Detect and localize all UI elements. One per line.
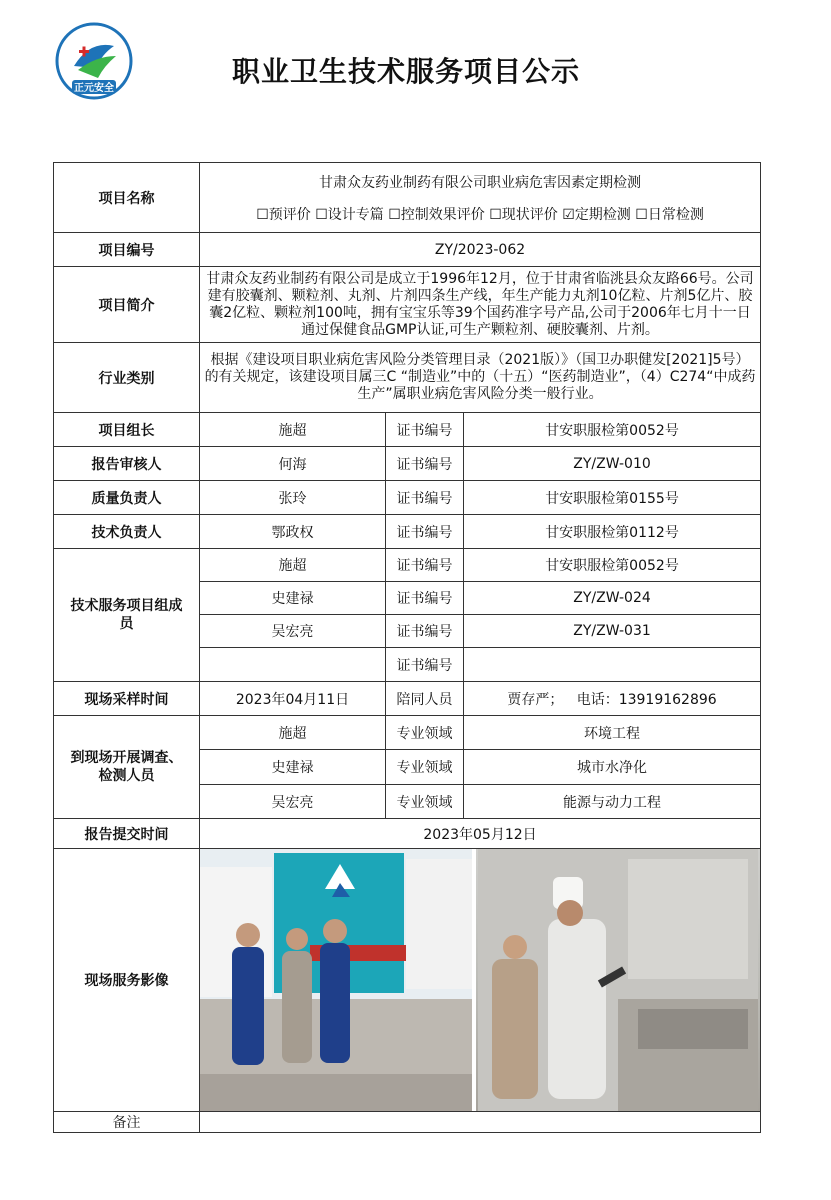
field-label: 专业领域: [386, 716, 464, 750]
cert-label: 证书编号: [386, 515, 464, 549]
industry-label: 行业类别: [54, 343, 200, 413]
cert-label: 证书编号: [386, 615, 464, 648]
checkbox-empty-icon: ☐: [388, 206, 401, 223]
tech-lead-cert: 甘安职服检第0112号: [464, 515, 761, 549]
project-name-value: 甘肃众友药业制药有限公司职业病危害因素定期检测: [319, 174, 642, 191]
company-logo: [52, 22, 136, 100]
site-photo-inspection: [476, 849, 760, 1111]
field-staff-name: 施超: [200, 716, 386, 750]
project-name-label: 项目名称: [54, 163, 200, 233]
reviewer-cert: ZY/ZW-010: [464, 447, 761, 481]
cert-label: 证书编号: [386, 481, 464, 515]
team-label: 技术服务项目组成员: [54, 549, 200, 682]
intro-value: 甘肃众友药业制药有限公司是成立于1996年12月，位于甘肃省临洮县众友路66号。公司建有胶囊剂、颗粒剂、丸剂、片剂四条生产线，年生产能力丸剂10亿粒、片剂5亿片、胶囊2亿粒、颗粒剂100吨，拥有宝宝乐等39个国药准字号产品,公司于2006年七月十一日通过保健食品GMP认证,可生产颗粒剂、硬胶囊剂、片剂。: [200, 267, 761, 343]
field-staff-field: 能源与动力工程: [464, 785, 761, 819]
eval-option-0: ☐预评价: [256, 206, 311, 223]
field-label: 专业领域: [386, 785, 464, 819]
team-member-name: 史建禄: [200, 582, 386, 615]
note-label: 备注: [54, 1112, 200, 1133]
quality-cert: 甘安职服检第0155号: [464, 481, 761, 515]
team-member-name: 施超: [200, 549, 386, 582]
cert-label: 证书编号: [386, 582, 464, 615]
eval-option-3: ☐现状评价: [489, 206, 558, 223]
eval-option-1: ☐设计专篇: [315, 206, 384, 223]
industry-value: 根据《建设项目职业病危害风险分类管理目录（2021版）》（国卫办职健发[2021]5号）的有关规定，该建设项目属三C “制造业”中的（十五）“医药制造业”，（4）C274“中成药生产”属职业病危害风险分类一般行业。: [200, 343, 761, 413]
checkbox-empty-icon: ☐: [489, 206, 502, 223]
field-staff-field: 环境工程: [464, 716, 761, 750]
tech-lead-label: 技术负责人: [54, 515, 200, 549]
group-photo-icon: [200, 849, 472, 1111]
images-label: 现场服务影像: [54, 849, 200, 1112]
company-logo-icon: [52, 22, 136, 100]
leader-name: 施超: [200, 413, 386, 447]
eval-option-5: ☐日常检测: [635, 206, 704, 223]
project-no-label: 项目编号: [54, 233, 200, 267]
team-member-name: [200, 648, 386, 682]
project-name-cell: [200, 163, 761, 233]
page-title: 职业卫生技术服务项目公示: [232, 55, 581, 88]
team-member-cert: ZY/ZW-024: [464, 582, 761, 615]
team-member-cert: 甘安职服检第0052号: [464, 549, 761, 582]
project-no-value: ZY/2023-062: [200, 233, 761, 267]
field-staff-name: 史建禄: [200, 750, 386, 785]
eval-option-4: ☑定期检测: [562, 206, 631, 223]
inspection-photo-icon: [478, 849, 758, 1111]
cert-label: 证书编号: [386, 447, 464, 481]
field-staff-field: 城市水净化: [464, 750, 761, 785]
leader-label: 项目组长: [54, 413, 200, 447]
field-staff-name: 吴宏亮: [200, 785, 386, 819]
cert-label: 证书编号: [386, 413, 464, 447]
images-cell: [200, 849, 761, 1112]
checkbox-empty-icon: ☐: [256, 206, 269, 223]
companion-label: 陪同人员: [386, 682, 464, 716]
quality-name: 张玲: [200, 481, 386, 515]
checkbox-empty-icon: ☐: [315, 206, 328, 223]
reviewer-label: 报告审核人: [54, 447, 200, 481]
cert-label: 证书编号: [386, 648, 464, 682]
sampling-date: 2023年04月11日: [200, 682, 386, 716]
cert-label: 证书编号: [386, 549, 464, 582]
eval-type-options: [204, 204, 756, 224]
tech-lead-name: 鄂政权: [200, 515, 386, 549]
eval-option-2: ☐控制效果评价: [388, 206, 485, 223]
sampling-label: 现场采样时间: [54, 682, 200, 716]
logo-text: 正元安全: [74, 83, 114, 94]
site-photo-group: [200, 849, 472, 1111]
field-label: 专业领域: [386, 750, 464, 785]
submit-date: 2023年05月12日: [200, 819, 761, 849]
quality-label: 质量负责人: [54, 481, 200, 515]
note-value: [200, 1112, 761, 1133]
field-staff-label: 到现场开展调查、检测人员: [54, 716, 200, 819]
checkbox-checked-icon: ☑: [562, 206, 575, 223]
team-member-cert: ZY/ZW-031: [464, 615, 761, 648]
team-member-name: 吴宏亮: [200, 615, 386, 648]
leader-cert: 甘安职服检第0052号: [464, 413, 761, 447]
companion-value: 贾存严； 电话：13919162896: [464, 682, 761, 716]
disclosure-table: [53, 162, 761, 1133]
checkbox-empty-icon: ☐: [635, 206, 648, 223]
reviewer-name: 何海: [200, 447, 386, 481]
submit-label: 报告提交时间: [54, 819, 200, 849]
team-member-cert: [464, 648, 761, 682]
intro-label: 项目简介: [54, 267, 200, 343]
